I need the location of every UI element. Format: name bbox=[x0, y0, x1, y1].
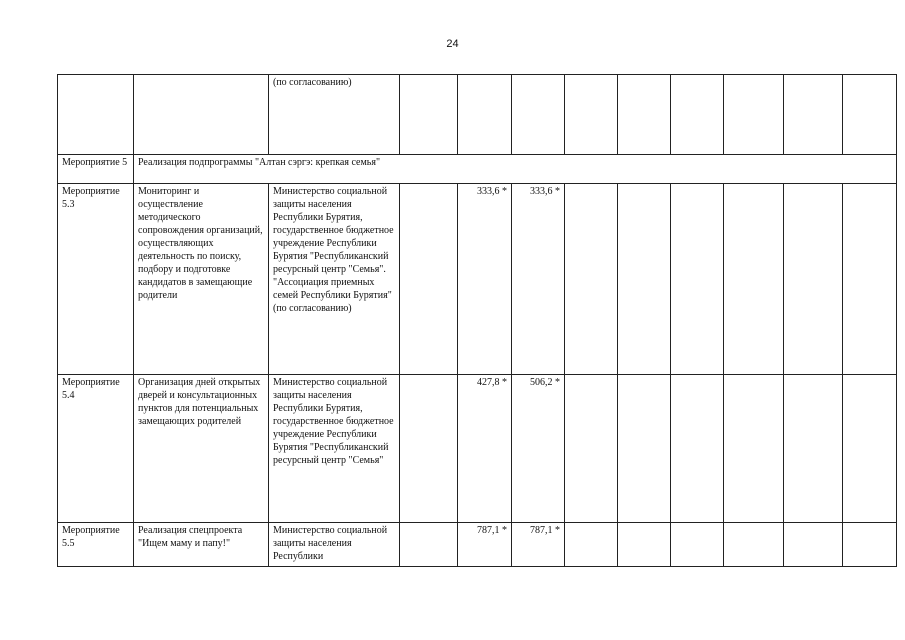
executor-cell: Министерство социальной защиты населения Республики Бурятия, государственное бюджетное учреждение Республики Бурятия "Республиканский ресурсный центр "Семья". "Ассоциация приемных семей Республики Бурятия" (по согласованию) bbox=[269, 184, 400, 375]
executor-cell: (по согласованию) bbox=[269, 75, 400, 155]
page-number: 24 bbox=[446, 38, 459, 50]
value-cell: 427,8 * bbox=[458, 375, 512, 523]
executor-cell: Министерство социальной защиты населения Республики Бурятия, государственное бюджетное учреждение Республики Бурятия "Республиканский ресурсный центр "Семья" bbox=[269, 375, 400, 523]
table-row-group bbox=[58, 155, 897, 184]
table-row bbox=[58, 375, 897, 523]
name-cell: Организация дней открытых дверей и консультационных пунктов для потенциальных замещающих родителей bbox=[134, 375, 269, 523]
table-row bbox=[58, 75, 897, 155]
program-table bbox=[57, 74, 897, 567]
value-cell: 787,1 * bbox=[512, 523, 565, 567]
code-cell: Мероприятие 5.5 bbox=[58, 523, 134, 567]
value-cell: 787,1 * bbox=[458, 523, 512, 567]
table-row bbox=[58, 184, 897, 375]
name-cell bbox=[134, 75, 269, 155]
group-title-cell: Реализация подпрограммы "Алтан сэргэ: крепкая семья" bbox=[134, 155, 897, 184]
code-cell: Мероприятие 5.3 bbox=[58, 184, 134, 375]
code-cell: Мероприятие 5 bbox=[58, 155, 134, 184]
table-row bbox=[58, 523, 897, 567]
code-cell: Мероприятие 5.4 bbox=[58, 375, 134, 523]
executor-cell: Министерство социальной защиты населения Республики bbox=[269, 523, 400, 567]
name-cell: Реализация спецпроекта "Ищем маму и папу!" bbox=[134, 523, 269, 567]
name-cell: Мониторинг и осуществление методического сопровождения организаций, осуществляющих деятельность по поиску, подбору и подготовке кандидатов в замещающие родители bbox=[134, 184, 269, 375]
value-cell: 333,6 * bbox=[458, 184, 512, 375]
value-cell: 333,6 * bbox=[512, 184, 565, 375]
value-cell: 506,2 * bbox=[512, 375, 565, 523]
code-cell bbox=[58, 75, 134, 155]
